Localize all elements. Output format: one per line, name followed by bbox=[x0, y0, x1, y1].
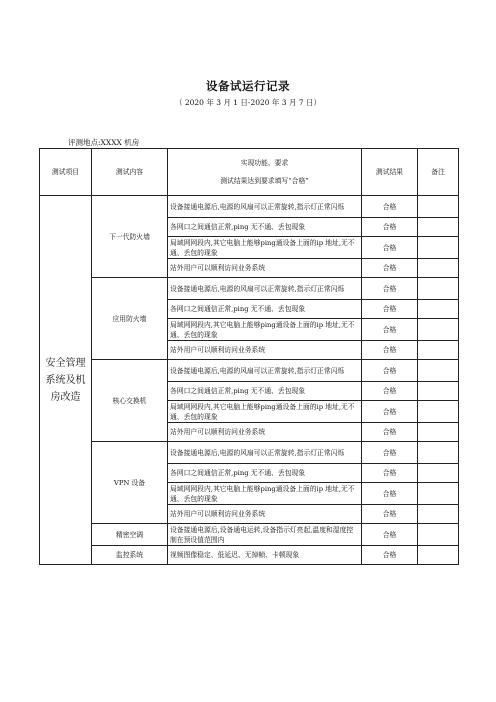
table-header-row bbox=[40, 149, 459, 196]
requirement-cell: 各网口之间通信正常,ping 无不通、丢包现象 bbox=[168, 218, 362, 237]
device-name-cell: 应用防火墙 bbox=[92, 278, 168, 360]
remark-cell bbox=[418, 300, 459, 319]
requirement-cell: 设备接通电源后,电源的风扇可以正常旋转,指示灯正常闪烁 bbox=[168, 278, 362, 300]
requirement-cell: 站外用户可以顺利访问业务系统 bbox=[168, 259, 362, 278]
result-cell: 合格 bbox=[362, 319, 418, 341]
remark-cell bbox=[418, 546, 459, 565]
header-content: 测试内容 bbox=[92, 149, 168, 196]
remark-cell bbox=[418, 278, 459, 300]
remark-cell bbox=[418, 505, 459, 524]
device-name-cell: 监控系统 bbox=[92, 546, 168, 565]
result-cell: 合格 bbox=[362, 196, 418, 218]
table-row bbox=[40, 196, 459, 218]
trial-run-table bbox=[39, 148, 459, 565]
result-cell: 合格 bbox=[362, 382, 418, 401]
remark-cell bbox=[418, 319, 459, 341]
requirement-cell: 设备接通电源后,电源的风扇可以正常旋转,指示灯正常闪烁 bbox=[168, 442, 362, 464]
result-cell: 合格 bbox=[362, 401, 418, 423]
requirement-cell: 设备接通电源后,设备通电运转,设备指示灯亮起,温度和湿度控制在预设值范围内 bbox=[168, 524, 362, 546]
remark-cell bbox=[418, 237, 459, 259]
requirement-cell: 站外用户可以顺利访问业务系统 bbox=[168, 341, 362, 360]
result-cell: 合格 bbox=[362, 423, 418, 442]
header-result: 测试结果 bbox=[362, 149, 418, 196]
requirement-cell: 局域网网段内,其它电脑上能够ping通设备上面的ip 地址,无不通、丢包的现象 bbox=[168, 319, 362, 341]
remark-cell bbox=[418, 464, 459, 483]
table-row bbox=[40, 442, 459, 464]
header-project: 测试项目 bbox=[40, 149, 92, 196]
remark-cell bbox=[418, 196, 459, 218]
remark-cell bbox=[418, 524, 459, 546]
document-title: 设备试运行记录 bbox=[206, 79, 290, 93]
result-cell: 合格 bbox=[362, 300, 418, 319]
remark-cell bbox=[418, 382, 459, 401]
requirement-cell: 局域网网段内,其它电脑上能够ping通设备上面的ip 地址,无不通、丢包的现象 bbox=[168, 401, 362, 423]
result-cell: 合格 bbox=[362, 442, 418, 464]
header-requirements bbox=[168, 149, 362, 196]
result-cell: 合格 bbox=[362, 237, 418, 259]
result-cell: 合格 bbox=[362, 218, 418, 237]
result-cell: 合格 bbox=[362, 341, 418, 360]
date-range: （ 2020 年 3 月 1 日-2020 年 3 月 7 日） bbox=[174, 98, 322, 107]
remark-cell bbox=[418, 360, 459, 382]
requirement-cell: 各网口之间通信正常,ping 无不通、丢包现象 bbox=[168, 464, 362, 483]
remark-cell bbox=[418, 218, 459, 237]
requirement-cell: 局域网网段内,其它电脑上能够ping通设备上面的ip 地址,无不通、丢包的现象 bbox=[168, 237, 362, 259]
requirement-cell: 局域网网段内,其它电脑上能够ping通设备上面的ip 地址,无不通、丢包的现象 bbox=[168, 483, 362, 505]
result-cell: 合格 bbox=[362, 483, 418, 505]
result-cell: 合格 bbox=[362, 360, 418, 382]
requirement-cell: 设备接通电源后,电源的风扇可以正常旋转,指示灯正常闪烁 bbox=[168, 196, 362, 218]
table-row bbox=[40, 278, 459, 300]
result-cell: 合格 bbox=[362, 546, 418, 565]
result-cell: 合格 bbox=[362, 464, 418, 483]
device-name-cell: 下一代防火墙 bbox=[92, 196, 168, 278]
result-cell: 合格 bbox=[362, 259, 418, 278]
table-row bbox=[40, 360, 459, 382]
test-location: 评测地点:XXXX 机房 bbox=[68, 138, 140, 147]
requirement-cell: 视频图像稳定、低延迟、无掉帧、卡顿现象 bbox=[168, 546, 362, 565]
remark-cell bbox=[418, 259, 459, 278]
header-req-line1: 实现功能、要求 bbox=[240, 159, 289, 167]
project-name-cell: 安全管理系统及机房改造 bbox=[40, 196, 92, 565]
requirement-cell: 站外用户可以顺利访问业务系统 bbox=[168, 505, 362, 524]
header-req-line2: 测试结果达到要求填写“合格” bbox=[220, 177, 309, 185]
remark-cell bbox=[418, 341, 459, 360]
device-name-cell: 精密空调 bbox=[92, 524, 168, 546]
table-row bbox=[40, 546, 459, 565]
requirement-cell: 各网口之间通信正常,ping 无不通、丢包现象 bbox=[168, 382, 362, 401]
remark-cell bbox=[418, 483, 459, 505]
result-cell: 合格 bbox=[362, 505, 418, 524]
result-cell: 合格 bbox=[362, 278, 418, 300]
result-cell: 合格 bbox=[362, 524, 418, 546]
remark-cell bbox=[418, 401, 459, 423]
remark-cell bbox=[418, 423, 459, 442]
device-name-cell: VPN 设备 bbox=[92, 442, 168, 524]
table-row bbox=[40, 524, 459, 546]
table-body bbox=[40, 196, 459, 565]
requirement-cell: 站外用户可以顺利访问业务系统 bbox=[168, 423, 362, 442]
device-name-cell: 核心交换机 bbox=[92, 360, 168, 442]
remark-cell bbox=[418, 442, 459, 464]
header-remark: 备注 bbox=[418, 149, 459, 196]
requirement-cell: 各网口之间通信正常,ping 无不通、丢包现象 bbox=[168, 300, 362, 319]
requirement-cell: 设备接通电源后,电源的风扇可以正常旋转,指示灯正常闪烁 bbox=[168, 360, 362, 382]
